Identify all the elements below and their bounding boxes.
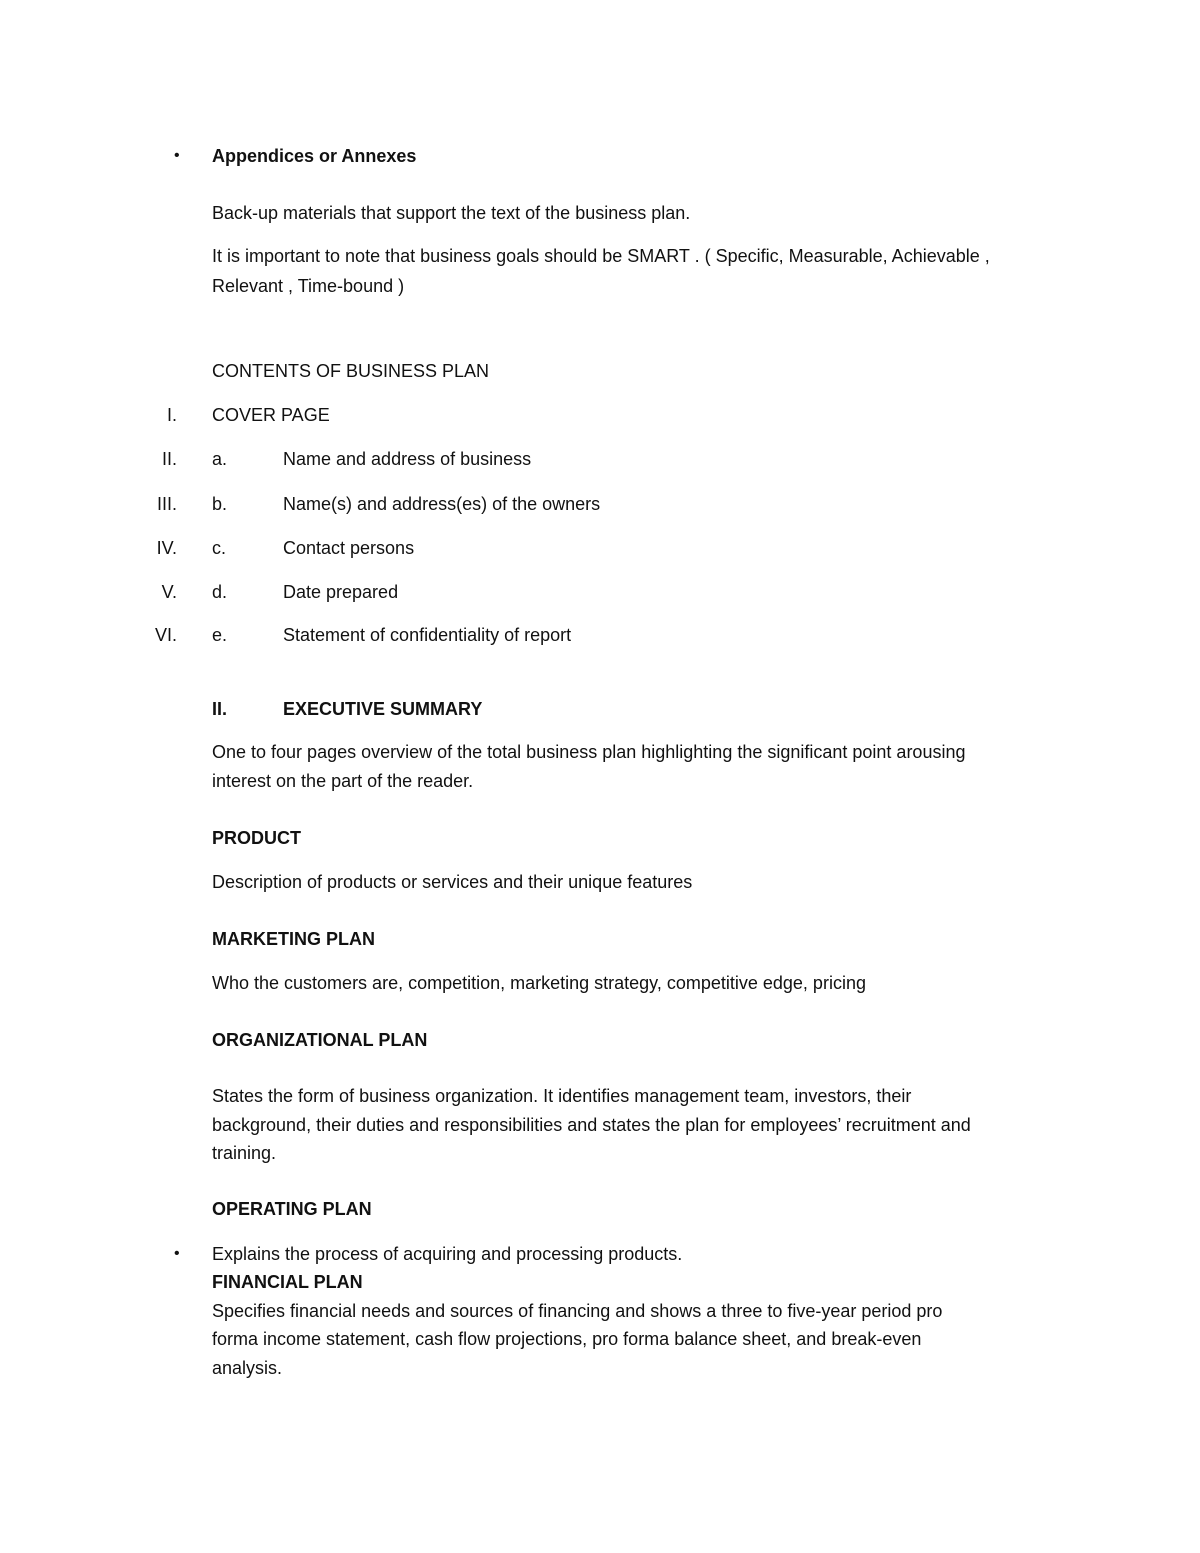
contents-title: CONTENTS OF BUSINESS PLAN: [212, 361, 490, 381]
executive-line-2: interest on the part of the reader.: [212, 771, 474, 791]
list-numeral: III.: [156, 494, 177, 514]
appendices-heading: Appendices or Annexes: [212, 146, 417, 166]
product-heading: PRODUCT: [212, 828, 301, 848]
list-item-text: Contact persons: [283, 538, 415, 558]
list-item-text: Name(s) and address(es) of the owners: [283, 494, 601, 514]
product-description: Description of products or services and their unique features: [212, 872, 693, 892]
organizational-line-3: training.: [212, 1143, 277, 1163]
list-letter: c.: [212, 538, 227, 558]
list-letter: d.: [212, 582, 228, 602]
operating-heading: OPERATING PLAN: [212, 1199, 372, 1219]
executive-heading: EXECUTIVE SUMMARY: [283, 699, 483, 719]
financial-line-2: forma income statement, cash flow projections, pro forma balance sheet, and break-even: [212, 1329, 922, 1349]
list-item-text: Name and address of business: [283, 449, 532, 469]
marketing-description: Who the customers are, competition, marketing strategy, competitive edge, pricing: [212, 973, 866, 993]
list-item-text: Date prepared: [283, 582, 399, 602]
financial-heading: FINANCIAL PLAN: [212, 1272, 363, 1292]
appendices-description: Back-up materials that support the text of the business plan.: [212, 203, 691, 223]
financial-line-3: analysis.: [212, 1358, 283, 1378]
financial-line-1: Specifies financial needs and sources of financing and shows a three to five-year period pro: [212, 1301, 943, 1321]
list-letter: e.: [212, 625, 228, 645]
list-item-text: COVER PAGE: [212, 405, 330, 425]
list-letter: b.: [212, 494, 228, 514]
bullet-marker: •: [174, 147, 180, 164]
list-numeral: VI.: [154, 625, 177, 645]
list-numeral: I.: [166, 405, 177, 425]
smart-goals-line-2: Relevant , Time-bound ): [212, 276, 405, 296]
list-item-text: Statement of confidentiality of report: [283, 625, 572, 645]
marketing-heading: MARKETING PLAN: [212, 929, 375, 949]
executive-line-1: One to four pages overview of the total business plan highlighting the significant point arousing: [212, 742, 966, 762]
executive-numeral: II.: [212, 699, 228, 719]
list-numeral: IV.: [156, 538, 177, 558]
bullet-marker: •: [174, 1245, 180, 1262]
list-numeral: II.: [161, 449, 177, 469]
organizational-line-1: States the form of business organization. It identifies management team, investors, their: [212, 1086, 912, 1106]
organizational-heading: ORGANIZATIONAL PLAN: [212, 1030, 428, 1050]
operating-description: Explains the process of acquiring and processing products.: [212, 1244, 683, 1264]
list-letter: a.: [212, 449, 228, 469]
smart-goals-line-1: It is important to note that business goals should be SMART . ( Specific, Measurable, Achievable ,: [212, 246, 990, 266]
organizational-line-2: background, their duties and responsibilities and states the plan for employees’ recruitment and: [212, 1115, 971, 1135]
list-numeral: V.: [161, 582, 177, 602]
